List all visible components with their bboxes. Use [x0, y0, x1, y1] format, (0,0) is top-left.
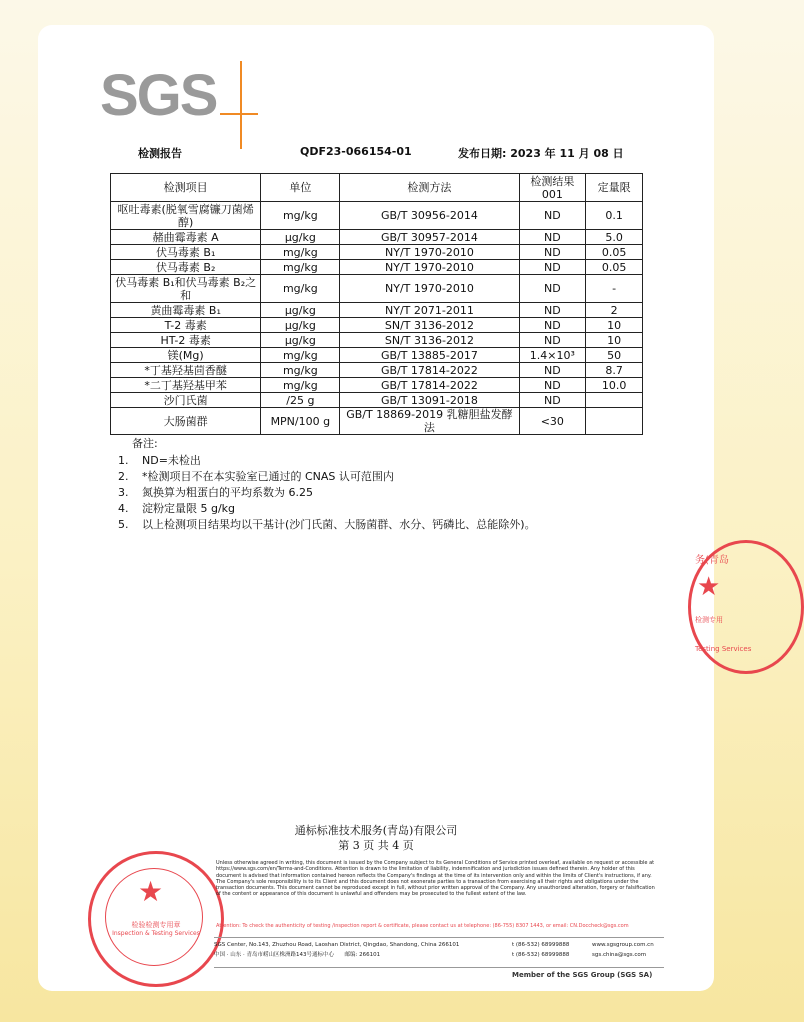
cell-result: 1.4×10³	[519, 348, 586, 363]
table-row	[111, 333, 643, 348]
cell-item: T-2 毒素	[111, 318, 261, 333]
logo-orange-vertical-line	[240, 61, 242, 149]
email: sgs.china@sgs.com	[592, 952, 647, 958]
stamp-right-text-top: 务(青岛	[695, 555, 729, 566]
cell-method: GB/T 30956-2014	[340, 202, 519, 230]
logo-orange-horizontal-line	[220, 113, 258, 115]
stamp-left-en-text: Inspection & Testing Services	[112, 930, 200, 937]
note-item	[118, 517, 536, 533]
note-item	[118, 485, 536, 501]
cell-unit: μg/kg	[261, 318, 340, 333]
cell-result: ND	[519, 363, 586, 378]
col-header-method: 检测方法	[340, 174, 519, 202]
authenticity-notice: Attention: To check the authenticity of testing /inspection report & certificate, please contact us at telephone: (86-755) 8307 1443, or email: CN.Doccheck@sgs.com	[216, 923, 629, 929]
table-row	[111, 318, 643, 333]
cell-unit: mg/kg	[261, 260, 340, 275]
cell-item: *丁基羟基茴香醚	[111, 363, 261, 378]
cell-result: ND	[519, 230, 586, 245]
note-text: ND=未检出	[142, 454, 201, 467]
sgs-logo-text: SGS	[100, 63, 217, 128]
cell-method: GB/T 13885-2017	[340, 348, 519, 363]
cell-result: ND	[519, 318, 586, 333]
cell-method: GB/T 30957-2014	[340, 230, 519, 245]
table-row	[111, 348, 643, 363]
note-number: 1.	[118, 454, 129, 467]
publish-date: 发布日期: 2023 年 11 月 08 日	[458, 147, 624, 160]
cell-unit: μg/kg	[261, 230, 340, 245]
address-cn-text: 中国 · 山东 · 青岛市崂山区株洲路143号通标中心	[214, 952, 334, 958]
cell-item: 大肠菌群	[111, 408, 261, 435]
cell-item: 镁(Mg)	[111, 348, 261, 363]
table-row	[111, 393, 643, 408]
footer-divider	[214, 937, 664, 938]
cell-item: 沙门氏菌	[111, 393, 261, 408]
cell-item: *二丁基羟基甲苯	[111, 378, 261, 393]
table-body	[111, 202, 643, 435]
official-stamp-left	[88, 851, 224, 987]
cell-result: ND	[519, 260, 586, 275]
col-header-item: 检测项目	[111, 174, 261, 202]
cell-unit: mg/kg	[261, 348, 340, 363]
footer-divider-bottom	[214, 967, 664, 968]
stamp-left-cn-text: 检验检测专用章	[131, 921, 181, 929]
cell-result: ND	[519, 303, 586, 318]
cell-result: ND	[519, 275, 586, 303]
cell-unit: /25 g	[261, 393, 340, 408]
note-text: 以上检测项目结果均以干基计(沙门氏菌、大肠菌群、水分、钙磷比、总能除外)。	[142, 518, 536, 531]
cell-unit: mg/kg	[261, 245, 340, 260]
cell-method: NY/T 1970-2010	[340, 260, 519, 275]
address-cn	[214, 951, 380, 959]
note-number: 5.	[118, 518, 129, 531]
cell-result: ND	[519, 393, 586, 408]
table-row	[111, 408, 643, 435]
cell-result: <30	[519, 408, 586, 435]
cell-method: NY/T 1970-2010	[340, 275, 519, 303]
report-code: QDF23-066154-01	[300, 145, 412, 158]
telephone-1: t (86-532) 68999888	[512, 942, 570, 948]
report-header	[38, 145, 714, 163]
cell-result: ND	[519, 378, 586, 393]
cell-item: 赭曲霉毒素 A	[111, 230, 261, 245]
cell-unit: mg/kg	[261, 202, 340, 230]
cell-result: ND	[519, 202, 586, 230]
cell-limit: 2	[586, 303, 643, 318]
note-number: 4.	[118, 502, 129, 515]
table-row	[111, 230, 643, 245]
website: www.sgsgroup.com.cn	[592, 942, 654, 948]
table-row	[111, 363, 643, 378]
official-stamp-right	[688, 540, 804, 674]
cell-limit: 8.7	[586, 363, 643, 378]
sgs-member-text: Member of the SGS Group (SGS SA)	[512, 971, 653, 979]
note-text: 氮换算为粗蛋白的平均系数为 6.25	[142, 486, 313, 499]
note-text: 淀粉定量限 5 g/kg	[142, 502, 236, 515]
footer-page-number: 第 3 页 共 4 页	[338, 839, 414, 852]
stamp-right-text-mid: 检测专用	[695, 616, 723, 624]
cell-limit: 0.1	[586, 202, 643, 230]
note-number: 2.	[118, 470, 129, 483]
sgs-logo	[100, 63, 260, 153]
col-header-unit: 单位	[261, 174, 340, 202]
cell-limit: 5.0	[586, 230, 643, 245]
cell-unit: mg/kg	[261, 378, 340, 393]
telephone-2: t (86-532) 68999888	[512, 952, 570, 958]
col-header-result	[519, 174, 586, 202]
col-header-result-text: 检测结果 001	[530, 174, 575, 201]
cell-limit	[586, 408, 643, 435]
note-item	[118, 501, 536, 517]
table-row	[111, 202, 643, 230]
cell-method: GB/T 13091-2018	[340, 393, 519, 408]
cell-method: GB/T 17814-2022	[340, 378, 519, 393]
table-row	[111, 303, 643, 318]
cell-item: 伏马毒素 B₁	[111, 245, 261, 260]
note-text: *检测项目不在本实验室已通过的 CNAS 认可范围内	[142, 470, 394, 483]
cell-method: SN/T 3136-2012	[340, 333, 519, 348]
address-en: SGS Center, No.143, Zhuzhou Road, Laoshan District, Qingdao, Shandong, China 266101	[214, 942, 460, 948]
cell-unit: mg/kg	[261, 275, 340, 303]
table-row	[111, 260, 643, 275]
table-row	[111, 275, 643, 303]
table-row	[111, 245, 643, 260]
note-number: 3.	[118, 486, 129, 499]
cell-method: GB/T 17814-2022	[340, 363, 519, 378]
postcode-cn: 邮编: 266101	[344, 952, 381, 958]
cell-item: 伏马毒素 B₁和伏马毒素 B₂之和	[111, 275, 261, 303]
notes-list	[118, 453, 536, 533]
cell-item: 黄曲霉毒素 B₁	[111, 303, 261, 318]
report-title: 检测报告	[138, 147, 182, 160]
cell-limit	[586, 393, 643, 408]
results-table	[110, 173, 643, 435]
cell-result: ND	[519, 333, 586, 348]
table-row	[111, 378, 643, 393]
cell-unit: μg/kg	[261, 333, 340, 348]
cell-unit: mg/kg	[261, 363, 340, 378]
cell-unit: MPN/100 g	[261, 408, 340, 435]
note-item	[118, 453, 536, 469]
footer-company: 通标标准技术服务(青岛)有限公司	[294, 824, 458, 837]
cell-method: NY/T 2071-2011	[340, 303, 519, 318]
cell-item: 呕吐毒素(脱氧雪腐镰刀菌烯醇)	[111, 202, 261, 230]
cell-method: SN/T 3136-2012	[340, 318, 519, 333]
legal-disclaimer: Unless otherwise agreed in writing, this document is issued by the Company subject to its General Conditions of Service printed overleaf, available on request or accessible at https://www.sgs.com/en/Terms-and-Conditions. Attention is drawn to the limitation of liability, indemnification and jurisdiction issues defined therein. Any holder of this document is advised that information contained hereon reflects the Company's findings at the time of its intervention only and within the limits of Client's instructions, if any. The Company's sole responsibility is to its Client and this document does not exonerate parties to a transaction from exercising all their rights and obligations under the transaction documents. This document cannot be reproduced except in full, without prior written approval of the Company. Any unauthorized alteration, forgery or falsification of the content or appearance of this document is unlawful and offenders may be prosecuted to the fullest extent of the law.	[216, 860, 655, 898]
cell-limit: 0.05	[586, 245, 643, 260]
cell-limit: 10	[586, 333, 643, 348]
note-item	[118, 469, 536, 485]
report-page	[38, 25, 752, 991]
stamp-star-icon: ★	[697, 571, 721, 601]
col-header-limit: 定量限	[586, 174, 643, 202]
cell-limit: 50	[586, 348, 643, 363]
table-header-row	[111, 174, 643, 202]
cell-method: NY/T 1970-2010	[340, 245, 519, 260]
cell-limit: 0.05	[586, 260, 643, 275]
notes-section	[118, 435, 536, 533]
cell-item: 伏马毒素 B₂	[111, 260, 261, 275]
cell-limit: 10.0	[586, 378, 643, 393]
stamp-star-icon: ★	[138, 876, 164, 907]
stamp-right-text-bottom: Testing Services	[695, 645, 752, 653]
cell-unit: μg/kg	[261, 303, 340, 318]
notes-title: 备注:	[132, 437, 158, 450]
cell-result: ND	[519, 245, 586, 260]
cell-item: HT-2 毒素	[111, 333, 261, 348]
cell-limit: 10	[586, 318, 643, 333]
cell-limit: -	[586, 275, 643, 303]
cell-method: GB/T 18869-2019 乳糖胆盐发酵法	[340, 408, 519, 435]
